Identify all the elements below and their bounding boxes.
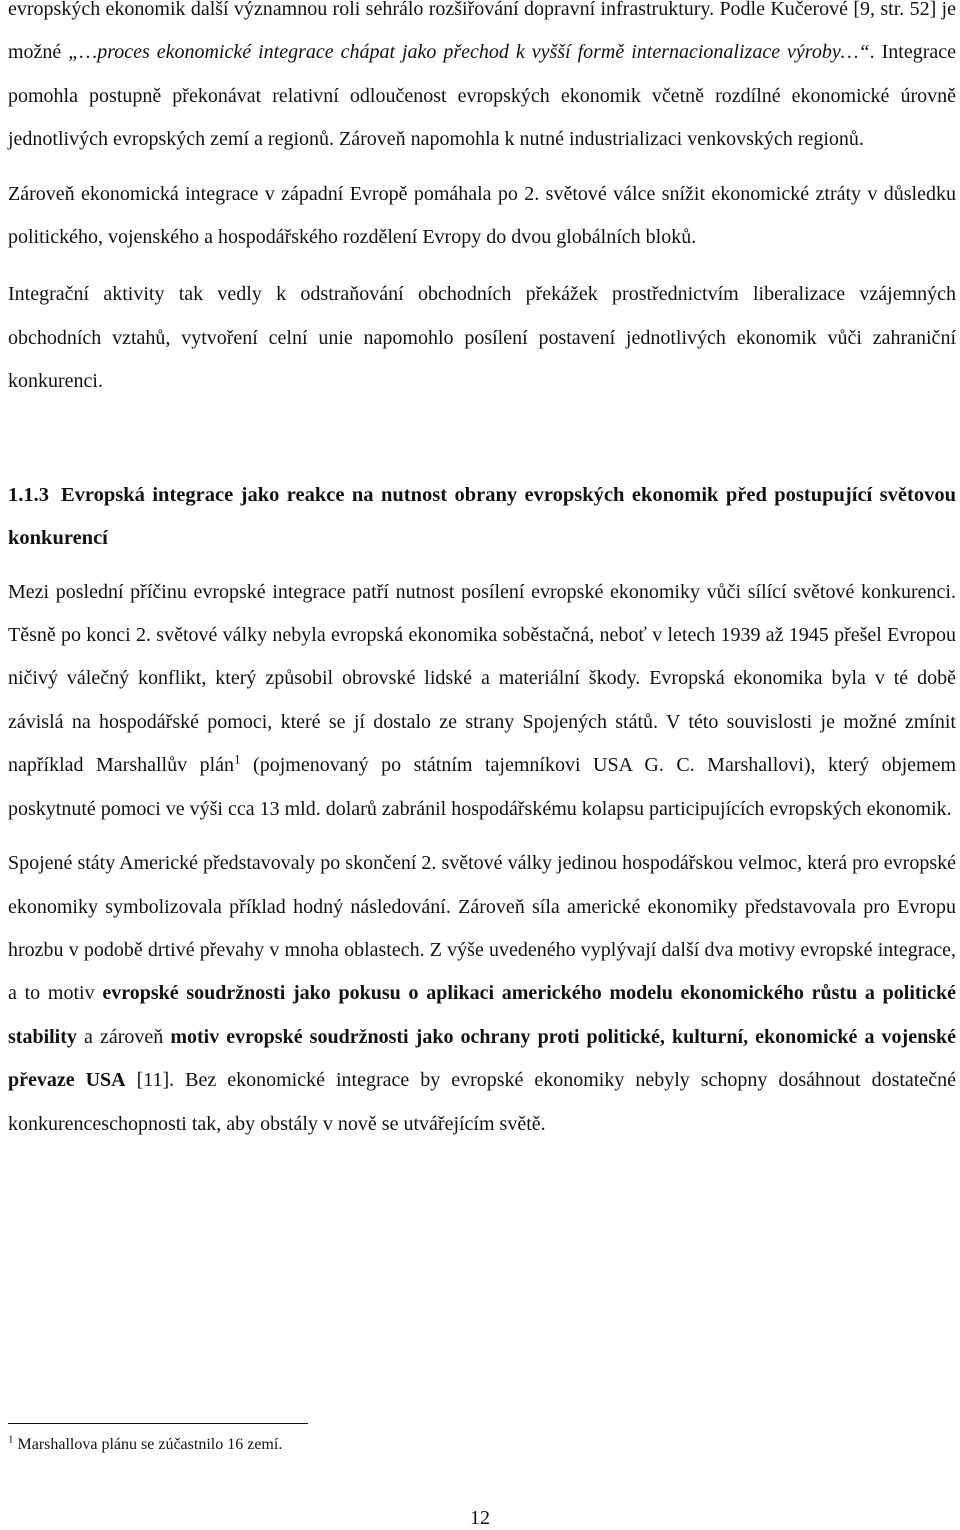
paragraph-integration-activities: Integrační aktivity tak vedly k odstraňování obchodních překážek prostřednictvím liberalizace vzájemných obchodních vztahů, vytvoření celní unie napomohlo posílení postavení jednotlivých ekonomik vůči zahraniční konkurenci. xyxy=(8,283,956,393)
page-number: 12 xyxy=(470,1507,490,1529)
paragraph-usa xyxy=(8,842,956,1146)
paragraph-text: a zároveň xyxy=(76,1025,171,1048)
citation-quote: „…proces ekonomické integrace chápat jako přechod k vyšší formě internacionalizace výroby…“ xyxy=(68,41,870,64)
footnote-text: Marshallova plánu se zúčastnilo 16 zemí. xyxy=(13,1436,283,1453)
paragraph-losses: Zároveň ekonomická integrace v západní Evropě pomáhala po 2. světové válce snížit ekonomické ztráty v důsledku politického, vojenského a hospodářského rozdělení Evropy do dvou globálních bloků. xyxy=(8,182,956,249)
footnote-reference[interactable]: 1 xyxy=(234,751,241,767)
footnote xyxy=(8,1434,282,1456)
footnote-mark: 1 xyxy=(8,1433,14,1446)
paragraph-infrastructure xyxy=(8,0,956,162)
emphasis-text: motiv evropské soudržnosti jako ochrany proti politické, kulturní, ekonomické a vojenské převaze USA xyxy=(8,1025,956,1092)
section-heading xyxy=(8,474,956,560)
footnote-separator xyxy=(8,1423,308,1424)
document-page xyxy=(8,0,956,1146)
section-title: Evropská integrace jako reakce na nutnost obrany evropských ekonomik před postupující světovou konkurencí xyxy=(8,483,956,549)
paragraph-text: Mezi poslední příčinu evropské integrace patří nutnost posílení evropské ekonomiky vůči sílící světové konkurenci. Těsně po konci 2. světové války nebyla evropská ekonomika soběstačná, neboť v letech 1939 až 1945 přešel Evropou ničivý válečný konflikt, který způsobil obrovské lidské a materiální škody. Evropská ekonomika byla v té době závislá na hospodářské pomoci, které se jí dostalo ze strany Spojených států. V této souvislosti je možné zmínit například Marshallův plán xyxy=(8,580,956,777)
paragraph-text: Spojené státy Americké představovaly po skončení 2. světové války jedinou hospodářskou velmoc, která pro evropské ekonomiky symbolizovala příklad hodný následování. Zároveň síla americké ekonomiky představovala pro Evropu hrozbu v podobě drtivé převahy v mnoha oblastech. Z výše uvedeného vyplývají další dva motivy evropské integrace, a to motiv xyxy=(8,852,956,1005)
paragraph-competition xyxy=(8,571,956,831)
emphasis-text: evropské soudržnosti jako pokusu o aplikaci amerického modelu ekonomického růstu a politické stability xyxy=(8,982,956,1048)
paragraph-text: [11]. Bez ekonomické integrace by evropské ekonomiky nebyly schopny dosáhnout dostatečné konkurenceschopnosti tak, aby obstály v nově se utvářejícím světě. xyxy=(8,1069,956,1135)
section-number: 1.1.3 xyxy=(8,483,49,506)
paragraph-text: evropských ekonomik další významnou roli sehrálo rozšiřování dopravní infrastruktury. Podle Kučerové [9, str. 52] je možné xyxy=(8,0,956,64)
paragraph-text: . Integrace pomohla postupně překonávat relativní odloučenost evropských ekonomik včetně rozdílné ekonomické úrovně jednotlivých evropských zemí a regionů. Zároveň napomohla k nutné industrializaci venkovských regionů. xyxy=(8,41,956,151)
paragraph-text: (pojmenovaný po státním tajemníkovi USA G. C. Marshallovi), který objemem poskytnuté pomoci ve výši cca 13 mld. dolarů zabránil hospodářskému kolapsu participujících evropských ekonomik. xyxy=(8,754,957,820)
